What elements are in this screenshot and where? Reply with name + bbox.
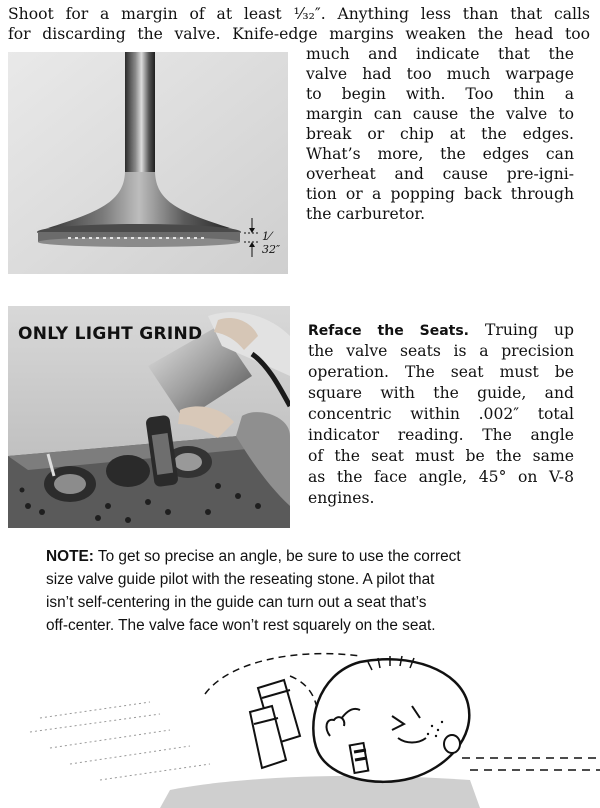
paragraph-line: to begin with. Too thin a — [306, 85, 574, 103]
paragraph-line: much and indicate that the — [306, 45, 574, 63]
paragraph-line: the valve seats is a precision — [308, 342, 574, 360]
paragraph-line: of the seat must be the same — [308, 447, 574, 465]
paragraph-line: concentric within .002″ total — [308, 405, 574, 423]
margin-dimension-label: 1⁄ 32″ — [262, 230, 281, 256]
photo-caption: ONLY LIGHT GRIND — [18, 324, 203, 344]
paragraph-line: for discarding the valve. Knife-edge margins weaken the head too — [8, 25, 590, 43]
note-label: NOTE: — [46, 548, 94, 565]
paragraph-line: operation. The seat must be — [308, 363, 574, 381]
paragraph-line: as the face angle, 45° on V-8 — [308, 468, 574, 486]
paragraph-line: valve had too much warpage — [306, 65, 574, 83]
note-line: off-center. The valve face won’t rest squarely on the seat. — [46, 617, 436, 634]
paragraph-line: Shoot for a margin of at least ¹⁄₃₂″. Anything less than that calls — [8, 5, 590, 23]
note-block — [46, 546, 566, 638]
paragraph-line: the carburetor. — [306, 205, 426, 223]
paragraph-line: overheat and cause pre-igni- — [306, 165, 574, 183]
note-first-line — [46, 546, 461, 568]
paragraph-line: tion or a popping back through — [306, 185, 574, 203]
reface-heading: Reface the Seats. — [308, 323, 470, 339]
note-line: size valve guide pilot with the reseating stone. A pilot that — [46, 571, 435, 588]
note-first-line-text: To get so precise an angle, be sure to use the correct — [93, 548, 461, 565]
valve-margin-photo — [8, 52, 288, 274]
paragraph-line: margin can cause the valve to — [306, 105, 574, 123]
paragraph-line: break or chip at the edges. — [306, 125, 574, 143]
paragraph-line: What’s more, the edges can — [306, 145, 574, 163]
tumbling-valve-cartoon-icon — [0, 640, 600, 808]
paragraph-line: square with the guide, and — [308, 384, 574, 402]
paragraph-line: indicator reading. The angle — [308, 426, 574, 444]
reface-first-line-text: Truing up — [469, 321, 574, 339]
reface-first-line — [308, 320, 574, 341]
reface-seat-photo — [8, 306, 290, 528]
valve-illustration — [8, 52, 288, 274]
paragraph-line: engines. — [308, 489, 375, 507]
note-line: isn’t self-centering in the guide can turn out a seat that’s — [46, 594, 427, 611]
